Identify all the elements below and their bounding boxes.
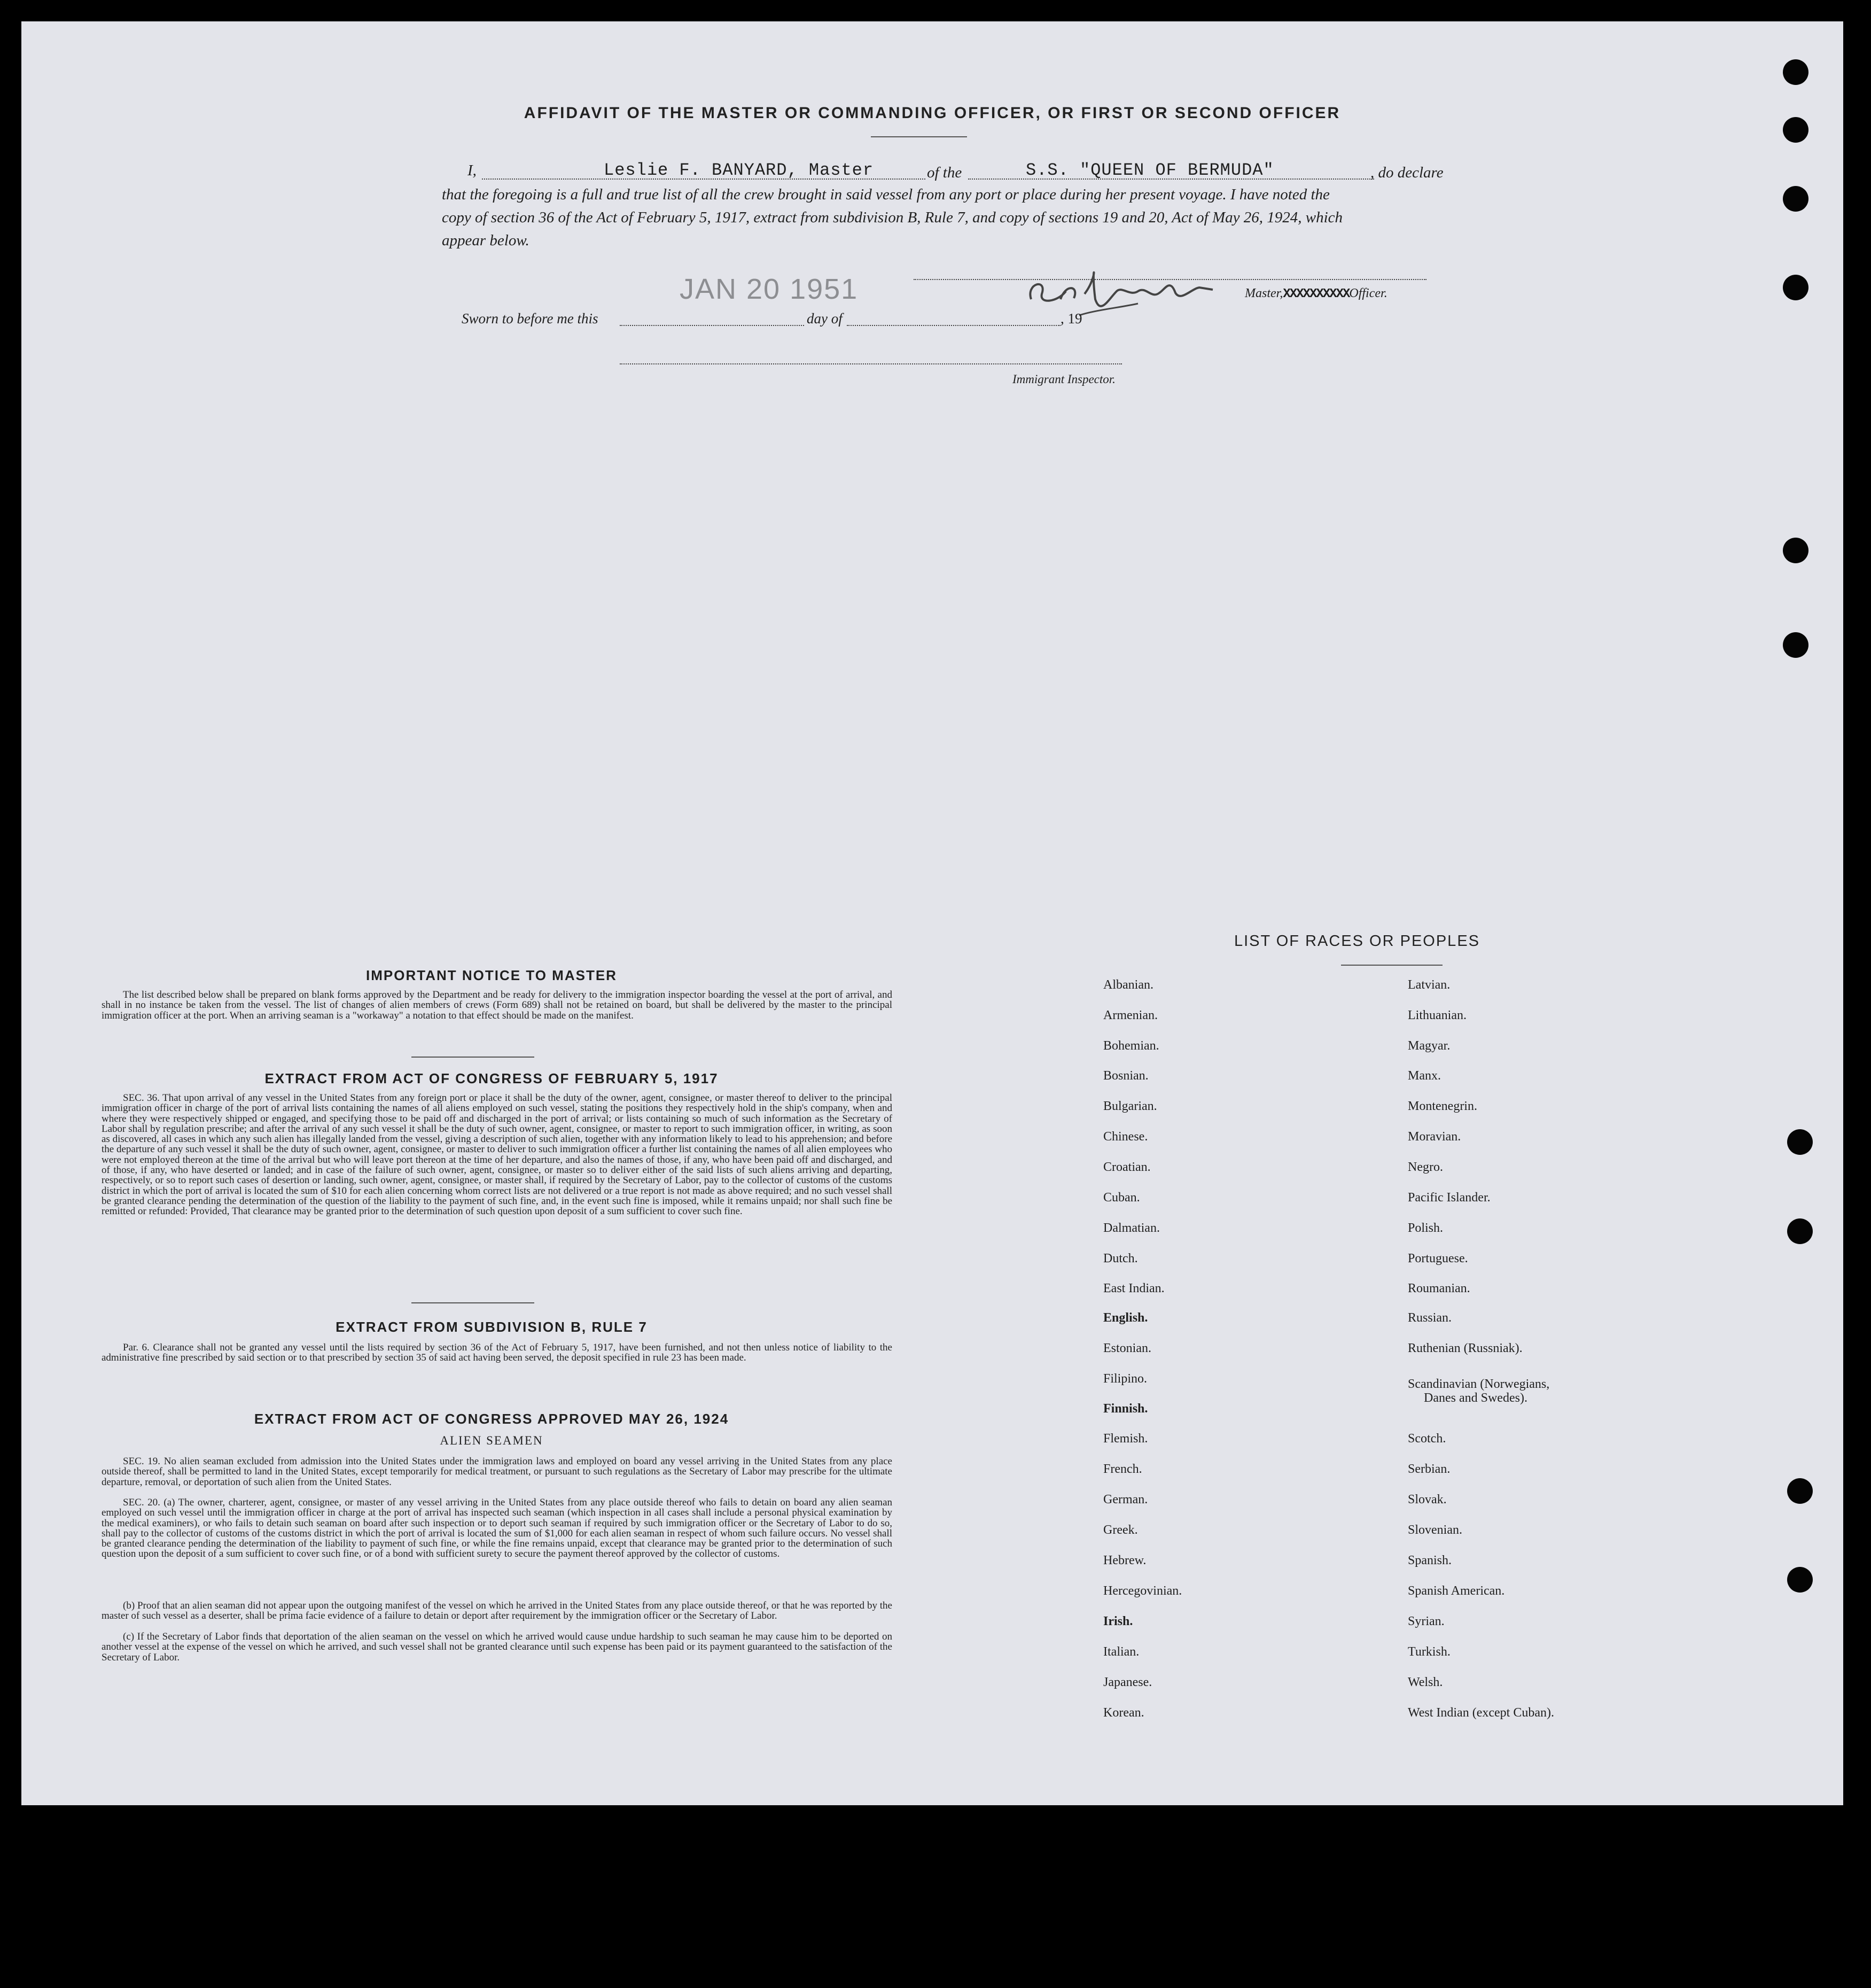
race-item: French. <box>1103 1462 1142 1476</box>
race-item: Finnish. <box>1103 1402 1148 1416</box>
race-item: Polish. <box>1408 1221 1444 1235</box>
race-item: Russian. <box>1408 1311 1452 1325</box>
race-item: Ruthenian (Russniak). <box>1408 1341 1523 1355</box>
notice-text: The list described below shall be prepared on blank forms approved by the Department and be ready for delivery to the immigration inspector boarding the vessel at the port of arrival, and shall in no instance be taken from the vessel. The list of changes of alien members of crews (Form 689) shall not be retained on board, but shall be delivered by the master to the principal immigration officer at the port. When an arriving seaman is a "workaway" a notation to that effect should be made on the manifest. <box>102 989 892 1021</box>
do-declare: , do declare <box>1370 164 1444 181</box>
race-item: Slovenian. <box>1408 1523 1462 1537</box>
race-item: Armenian. <box>1103 1008 1158 1022</box>
race-item: Roumanian. <box>1408 1282 1470 1295</box>
affidavit-body-2: copy of section 36 of the Act of February 5, 1917, extract from subdivision B, Rule 7, and copy of sections 19 and 20, Act of May 26, 1924, which <box>442 209 1343 226</box>
document-page <box>21 21 1843 1805</box>
day-of-label: day of <box>807 310 843 327</box>
officer-label: Officer. <box>1349 286 1387 300</box>
race-item: Portuguese. <box>1408 1252 1468 1265</box>
binder-hole <box>1787 1129 1813 1155</box>
sworn-month-line <box>847 325 1061 326</box>
binder-hole <box>1787 1478 1813 1504</box>
binder-hole <box>1783 275 1808 300</box>
notice-rule <box>411 1057 534 1058</box>
race-item: Estonian. <box>1103 1341 1151 1355</box>
inspector-label: Immigrant Inspector. <box>1012 372 1116 386</box>
races-heading: LIST OF RACES OR PEOPLES <box>1234 933 1480 950</box>
race-item: West Indian (except Cuban). <box>1408 1706 1554 1720</box>
race-item: Pacific Islander. <box>1408 1191 1491 1205</box>
race-item: Slovak. <box>1408 1493 1447 1506</box>
binder-hole <box>1783 538 1808 563</box>
race-item: Irish. <box>1103 1614 1133 1628</box>
binder-hole <box>1783 186 1808 212</box>
sec20b-text: (b) Proof that an alien seaman did not appear upon the outgoing manifest of the vessel on which he arrived in the United States from any place outside thereof, or that he was reported by the master of such vessel as a deserter, shall be prima facie evidence of a failure to detain or deport after requirement by the immigration officer or the Secretary of Labor. <box>102 1600 892 1622</box>
race-item: Croatian. <box>1103 1160 1151 1174</box>
notice-heading: IMPORTANT NOTICE TO MASTER <box>366 967 617 983</box>
title-rule <box>871 136 967 137</box>
race-item: Korean. <box>1103 1706 1144 1720</box>
race-item: Magyar. <box>1408 1039 1451 1053</box>
race-item: Spanish American. <box>1408 1584 1505 1598</box>
race-item: Filipino. <box>1103 1372 1148 1386</box>
affidavit-body-3: appear below. <box>442 232 529 249</box>
binder-hole <box>1783 117 1808 143</box>
race-item: Chinese. <box>1103 1130 1148 1144</box>
extract-1924-heading: EXTRACT FROM ACT OF CONGRESS APPROVED MAY 26, 1924 <box>254 1411 729 1427</box>
race-item: Latvian. <box>1408 978 1451 992</box>
race-item: Lithuanian. <box>1408 1008 1467 1022</box>
i-label: I, <box>467 162 477 179</box>
race-item: Scotch. <box>1408 1432 1446 1446</box>
binder-hole <box>1787 1567 1813 1593</box>
race-item: Cuban. <box>1103 1191 1140 1205</box>
race-item: Dalmatian. <box>1103 1221 1160 1235</box>
race-item: Syrian. <box>1408 1614 1445 1628</box>
signature-line <box>914 279 1426 280</box>
race-item: Negro. <box>1408 1160 1443 1174</box>
of-the-label: of the <box>927 164 962 181</box>
race-item: Flemish. <box>1103 1432 1148 1446</box>
rule7-text: Par. 6. Clearance shall not be granted any vessel until the lists required by section 36 of the Act of February 5, 1917, have been furnished, and not then unless notice of liability to the administrative fine prescribed by said section or to that prescribed by section 35 of said act having been served, the deposit specified in rule 23 has been made. <box>102 1342 892 1364</box>
master-label <box>1245 282 1387 306</box>
binder-hole <box>1787 1218 1813 1244</box>
affidavit-body-1: that the foregoing is a full and true list of all the crew brought in said vessel from any port or place during her present voyage. I have noted the <box>442 186 1330 203</box>
race-item: Japanese. <box>1103 1675 1152 1689</box>
races-rule <box>1341 965 1443 966</box>
sec20a-text: SEC. 20. (a) The owner, charterer, agent, consignee, or master of any vessel arriving in the United States from any place outside thereof who fails to detain on board any alien seaman employed on such vessel until the immigration officer in charge at the port of arrival has inspected such seaman (which inspection in all cases shall include a personal physical examination by the medical examiners), or who fails to detain such seaman on board after such inspection or to deport such seaman if required by such immigration officer or the Secretary of Labor to do so, shall pay to the collector of customs of the customs district in which the port of arrival is located the sum of $1,000 for each alien seaman in respect of whom such failure occurs. No vessel shall be granted clearance pending the determination of the liability to payment of such fine, or while the fine remains unpaid, except that clearance may be granted prior to the determination of such question upon the deposit of a sum sufficient to cover such fine, or of a bond with sufficient surety to secure the payment thereof approved by the collector of customs. <box>102 1497 892 1560</box>
race-item: Moravian. <box>1408 1130 1461 1144</box>
race-item: Scandinavian (Norwegians, <box>1408 1377 1550 1391</box>
struck-text: XXXXXXXXXX <box>1283 287 1350 301</box>
alien-seamen-subheading: ALIEN SEAMEN <box>440 1434 543 1447</box>
sec19-text: SEC. 19. No alien seaman excluded from admission into the United States under the immigration laws and employed on board any vessel arriving in the United States from any place outside thereof, shall be permitted to land in the United States, except temporarily for medical treatment, or pursuant to such regulations as the Secretary of Labor may prescribe for the ultimate departure, removal, or deportation of such alien from the United States. <box>102 1456 892 1488</box>
race-item: Spanish. <box>1408 1554 1452 1567</box>
rule7-heading: EXTRACT FROM SUBDIVISION B, RULE 7 <box>336 1319 648 1335</box>
extract-1917-heading: EXTRACT FROM ACT OF CONGRESS OF FEBRUARY 5, 1917 <box>264 1070 719 1086</box>
race-item: Welsh. <box>1408 1675 1443 1689</box>
race-item: Hebrew. <box>1103 1554 1147 1567</box>
race-item: East Indian. <box>1103 1282 1165 1295</box>
inspector-line <box>620 363 1122 364</box>
race-item: Serbian. <box>1408 1462 1451 1476</box>
binder-hole <box>1783 632 1808 658</box>
race-item: English. <box>1103 1311 1148 1325</box>
date-stamp: JAN 20 1951 <box>680 273 859 305</box>
race-item: German. <box>1103 1493 1148 1506</box>
master-signature <box>1015 240 1239 326</box>
sworn-label: Sworn to before me this <box>462 310 598 327</box>
vessel-name: S.S. "QUEEN OF BERMUDA" <box>1026 160 1274 180</box>
master-name: Leslie F. BANYARD, Master <box>604 160 874 180</box>
race-item: Manx. <box>1408 1069 1441 1083</box>
race-item: Italian. <box>1103 1645 1140 1659</box>
race-item: Bulgarian. <box>1103 1099 1157 1113</box>
race-item: Montenegrin. <box>1408 1099 1477 1113</box>
race-item: Albanian. <box>1103 978 1153 992</box>
year-label: , 19 <box>1061 310 1082 327</box>
race-item: Turkish. <box>1408 1645 1451 1659</box>
race-item: Bosnian. <box>1103 1069 1149 1083</box>
race-item: Hercegovinian. <box>1103 1584 1182 1598</box>
binder-hole <box>1783 59 1808 85</box>
sworn-day-line <box>620 325 804 326</box>
race-item: Bohemian. <box>1103 1039 1159 1053</box>
extract-1917-rule <box>411 1302 534 1303</box>
affidavit-title: AFFIDAVIT OF THE MASTER OR COMMANDING OFFICER, OR FIRST OR SECOND OFFICER <box>524 104 1341 122</box>
master-label-text: Master, <box>1245 286 1283 300</box>
race-item: Danes and Swedes). <box>1424 1391 1527 1405</box>
race-item: Dutch. <box>1103 1252 1138 1265</box>
sec20c-text: (c) If the Secretary of Labor finds that deportation of the alien seaman on the vessel on which he arrived would cause undue hardship to such seaman he may cause him to be deported on another vessel at the expense of the vessel on which he arrived, and such vessel shall not be granted clearance until such expense has been paid or its payment guaranteed to the satisfaction of the Secretary of Labor. <box>102 1631 892 1663</box>
race-item: Greek. <box>1103 1523 1138 1537</box>
extract-1917-text: SEC. 36. That upon arrival of any vessel in the United States from any foreign port or place it shall be the duty of the owner, agent, consignee, or master thereof to deliver to the principal immigration officer in charge of the port of arrival lists containing the names of all aliens employed on such vessel, stating the positions they respectively hold in the ship's company, when and where they were respectively shipped or engaged, and specifying those to be paid off and discharged in the port of arrival; or lists containing so much of such information as the Secretary of Labor shall by regulation prescribe; and after the arrival of any such vessel it shall be the duty of such owner, agent, consignee, or master to report to such immigration officer, in writing, as soon as discovered, all cases in which any such alien has illegally landed from the vessel, giving a description of such alien, together with any information likely to lead to his apprehension; and before the departure of any such vessel it shall be the duty of such owner, agent, consignee, or master to deliver to such immigration officer a further list containing the names of all alien employees who were not employed thereon at the time of the arrival but who will leave port thereon at the time of her departure, and also the names of those, if any, who have been paid off and discharged, and of those, if any, who have deserted or landed; and in case of the failure of such owner, agent, consignee, or master so to deliver either of the said lists of such aliens arriving and departing, respectively, or so to report such cases of desertion or landing, such owner, agent, consignee, or master shall, if required by the Secretary of Labor, pay to the collector of customs of the customs district in which the port of arrival is located the sum of $10 for each alien concerning whom correct lists are not delivered or a true report is not made as above required; and no such vessel shall be granted clearance pending the determination of the question of the liability to the payment of such fine, and, in the event such fine is imposed, while it remains unpaid; nor shall such fine be remitted or refunded: Provided, That clearance may be granted prior to the determination of such question upon deposit of a sum sufficient to cover such fine. <box>102 1092 892 1217</box>
